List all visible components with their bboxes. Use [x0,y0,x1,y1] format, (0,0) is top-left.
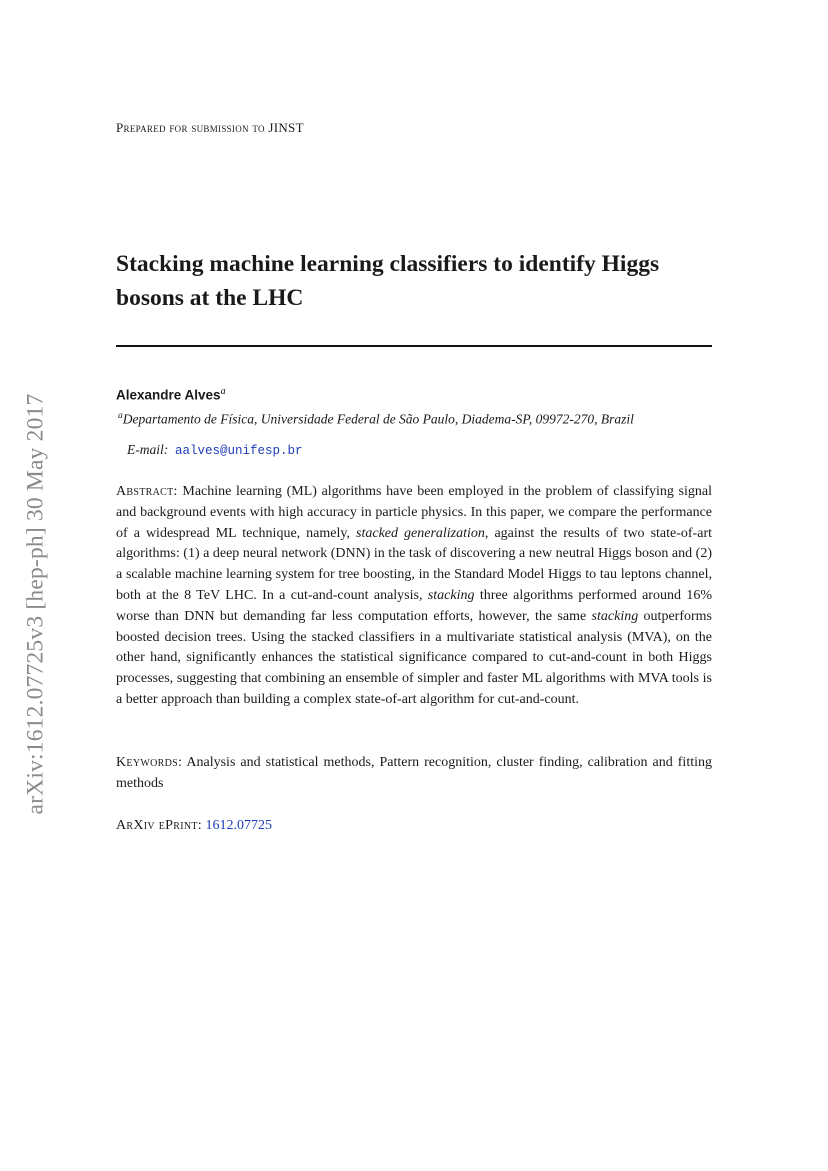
eprint-line [116,818,272,834]
eprint-link[interactable]: 1612.07725 [205,818,272,833]
abstract-emphasis-1: stacked generalization [356,525,485,541]
arxiv-stamp: arXiv:1612.07725v3 [hep-ph] 30 May 2017 [22,393,49,815]
abstract-text-3: three algorithms performed around 16% worse than DNN but demanding far less computation efforts, however, the same [116,587,712,624]
abstract [116,482,712,711]
abstract-text-4: outperforms boosted decision trees. Using the stacked classifiers in a multivariate statistical analysis (MVA), on the other hand, significantly enhances the statistical significance compared to cut-and-count in both Higgs processes, suggesting that combining an ensemble of simpler and faster ML algorithms with MVA tools is a better approach than building a complex state-of-art algorithm for cut-and-count. [116,608,712,707]
title-divider [116,345,712,347]
eprint-label: ArXiv ePrint: [116,818,202,833]
abstract-emphasis-2: stacking [427,587,475,603]
abstract-text-1: Machine learning (ML) algorithms have been employed in the problem of classifying signal and background events with high accuracy in particle physics. In this paper, we compare the performance of a widespread ML technique, namely, [116,484,712,541]
abstract-emphasis-3: stacking [591,608,639,624]
email-link[interactable]: aalves@unifesp.br [175,444,303,458]
email-line [127,442,303,458]
abstract-label: Abstract: [116,484,178,499]
keywords-text: Analysis and statistical methods, Pattern recognition, cluster finding, calibration and fitting methods [116,755,712,791]
author-name: Alexandre Alves [116,387,221,403]
keywords [116,753,712,795]
keywords-label: Keywords: [116,755,183,770]
author-affiliation-marker: a [220,386,226,397]
author [116,386,226,403]
submission-note: Prepared for submission to JINST [116,120,304,135]
affiliation-marker: a [118,411,123,421]
affiliation [118,411,634,428]
abstract-text-2: , against the results of two state-of-art algorithms: (1) a deep neural network (DNN) in the task of discovering a new neutral Higgs boson and (2) a scalable machine learning system for tree boosting, in the Standard Model Higgs to tau leptons channel, both at the 8 TeV LHC. In a cut-and-count analysis, [116,525,712,603]
affiliation-text: Departamento de Física, Universidade Federal de São Paulo, Diadema-SP, 09972-270, Brazil [122,411,634,427]
email-label: E-mail: [127,442,169,457]
paper-title: Stacking machine learning classifiers to identify Higgs bosons at the LHC [116,251,660,311]
